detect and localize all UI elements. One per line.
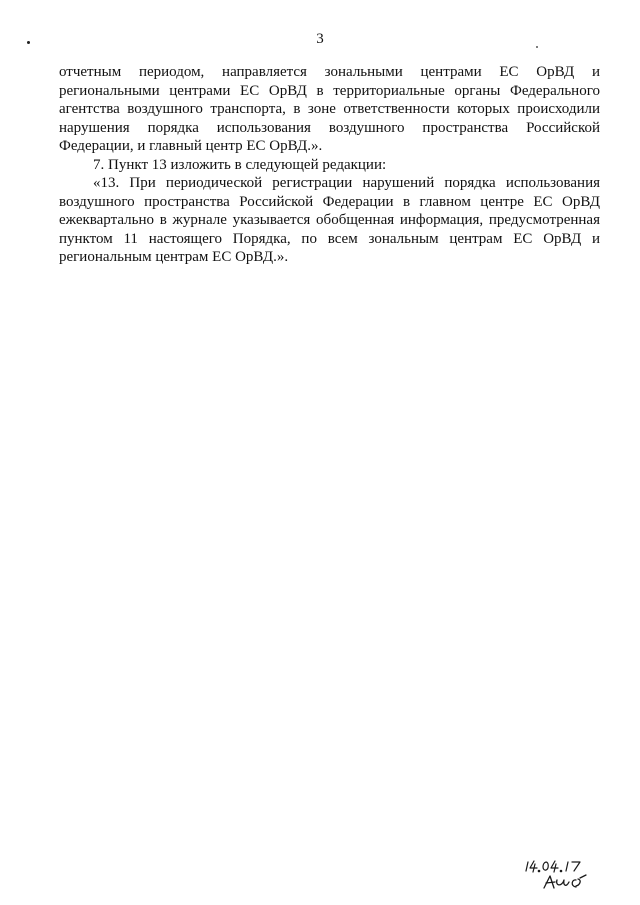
document-body: [59, 63, 600, 267]
paragraph-continuation: отчетным периодом, направляется зональными центрами ЕС ОрВД и региональными центрами ЕС ОрВД в территориальные органы Федерального агентства воздушного транспорта, в зоне ответственности которых происходили нарушения порядка использования воздушного пространства Российской Федерации, и главный центр ЕС ОрВД.».: [59, 64, 600, 154]
handwritten-date-initials: [524, 858, 604, 892]
paragraph-item-7: 7. Пункт 13 изложить в следующей редакции:: [93, 156, 387, 173]
paragraph-item-13-quote: «13. При периодической регистрации нарушений порядка использования воздушного пространства Российской Федерации в главном центре ЕС ОрВД ежеквартально в журнале указывается обобщенная информация, предусмотренная пунктом 11 настоящего Порядка, по всем зональным центрам ЕС ОрВД и региональным центрам ЕС ОрВД.».: [59, 175, 600, 265]
page-number: 3: [316, 31, 324, 47]
